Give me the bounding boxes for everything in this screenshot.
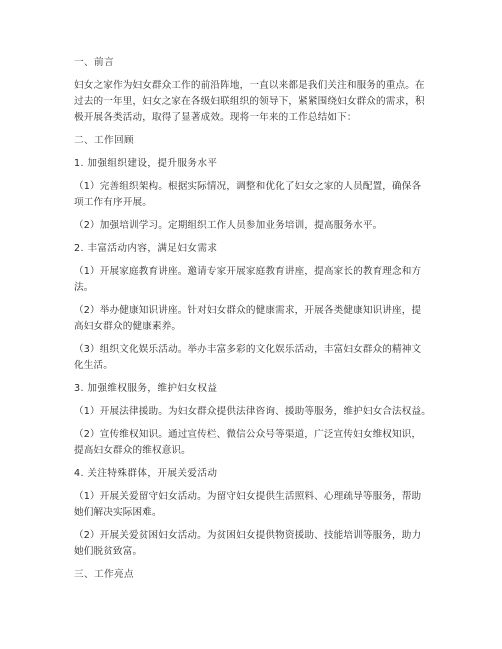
document-body bbox=[74, 55, 442, 590]
text-line: （1）开展关爱留守妇女活动。为留守妇女提供生活照料、心理疏导等服务，帮助 bbox=[74, 491, 422, 502]
paragraph-item bbox=[74, 179, 442, 211]
text-line: 高妇女群众的健康素养。 bbox=[74, 321, 182, 332]
subheading-organization: 1. 加强组织建设，提升服务水平 bbox=[74, 158, 218, 169]
subheading-rights: 3. 加强维权服务，维护妇女权益 bbox=[74, 383, 218, 394]
text-line: （2）加强培训学习。定期组织工作人员参加业务培训，提高服务水平。 bbox=[74, 220, 383, 231]
text-line: 妇女之家作为妇女群众工作的前沿阵地，一直以来都是我们关注和服务的重点。在 bbox=[74, 80, 425, 91]
text-line: （2）宣传维权知识。通过宣传栏、微信公众号等渠道，广泛宣传妇女维权知识， bbox=[74, 429, 422, 440]
text-line: （3）组织文化娱乐活动。举办丰富多彩的文化娱乐活动，丰富妇女群众的精神文 bbox=[74, 344, 422, 355]
section-heading-highlights: 三、工作亮点 bbox=[74, 569, 134, 580]
section-heading-preface: 一、前言 bbox=[74, 57, 114, 68]
paragraph-item bbox=[74, 218, 442, 234]
paragraph-item bbox=[74, 342, 442, 374]
text-line: 过去的一年里，妇女之家在各级妇联组织的领导下，紧紧围绕妇女群众的需求，积 bbox=[74, 96, 425, 107]
text-line: 化生活。 bbox=[74, 360, 113, 371]
paragraph-item bbox=[74, 303, 442, 335]
section-heading-review: 二、工作回顾 bbox=[74, 135, 134, 146]
paragraph-preface bbox=[74, 78, 442, 126]
text-line: （2）举办健康知识讲座。针对妇女群众的健康需求，开展各类健康知识讲座，提 bbox=[74, 305, 422, 316]
text-line: 她们解决实际困难。 bbox=[74, 507, 162, 518]
text-line: 提高妇女群众的维权意识。 bbox=[74, 445, 191, 456]
subheading-activities: 2. 丰富活动内容，满足妇女需求 bbox=[74, 243, 218, 254]
text-line: （1）开展家庭教育讲座。邀请专家开展家庭教育讲座，提高家长的教育理念和方 bbox=[74, 266, 422, 277]
paragraph-item bbox=[74, 404, 442, 420]
text-line: （1）开展法律援助。为妇女群众提供法律咨询、援助等服务，维护妇女合法权益。 bbox=[74, 406, 432, 417]
text-line: 法。 bbox=[74, 282, 94, 293]
text-line: （2）开展关爱贫困妇女活动。为贫困妇女提供物资援助、技能培训等服务，助力 bbox=[74, 530, 422, 541]
paragraph-item bbox=[74, 264, 442, 296]
text-line: 项工作有序开展。 bbox=[74, 197, 152, 208]
paragraph-item bbox=[74, 489, 442, 521]
paragraph-item bbox=[74, 528, 442, 560]
text-line: 极开展各类活动，取得了显著成效。现将一年来的工作总结如下： bbox=[74, 112, 357, 123]
subheading-special-groups: 4. 关注特殊群体，开展关爱活动 bbox=[74, 468, 218, 479]
text-line: 她们脱贫致富。 bbox=[74, 546, 143, 557]
text-line: （1）完善组织架构。根据实际情况，调整和优化了妇女之家的人员配置，确保各 bbox=[74, 181, 422, 192]
paragraph-item bbox=[74, 427, 442, 459]
